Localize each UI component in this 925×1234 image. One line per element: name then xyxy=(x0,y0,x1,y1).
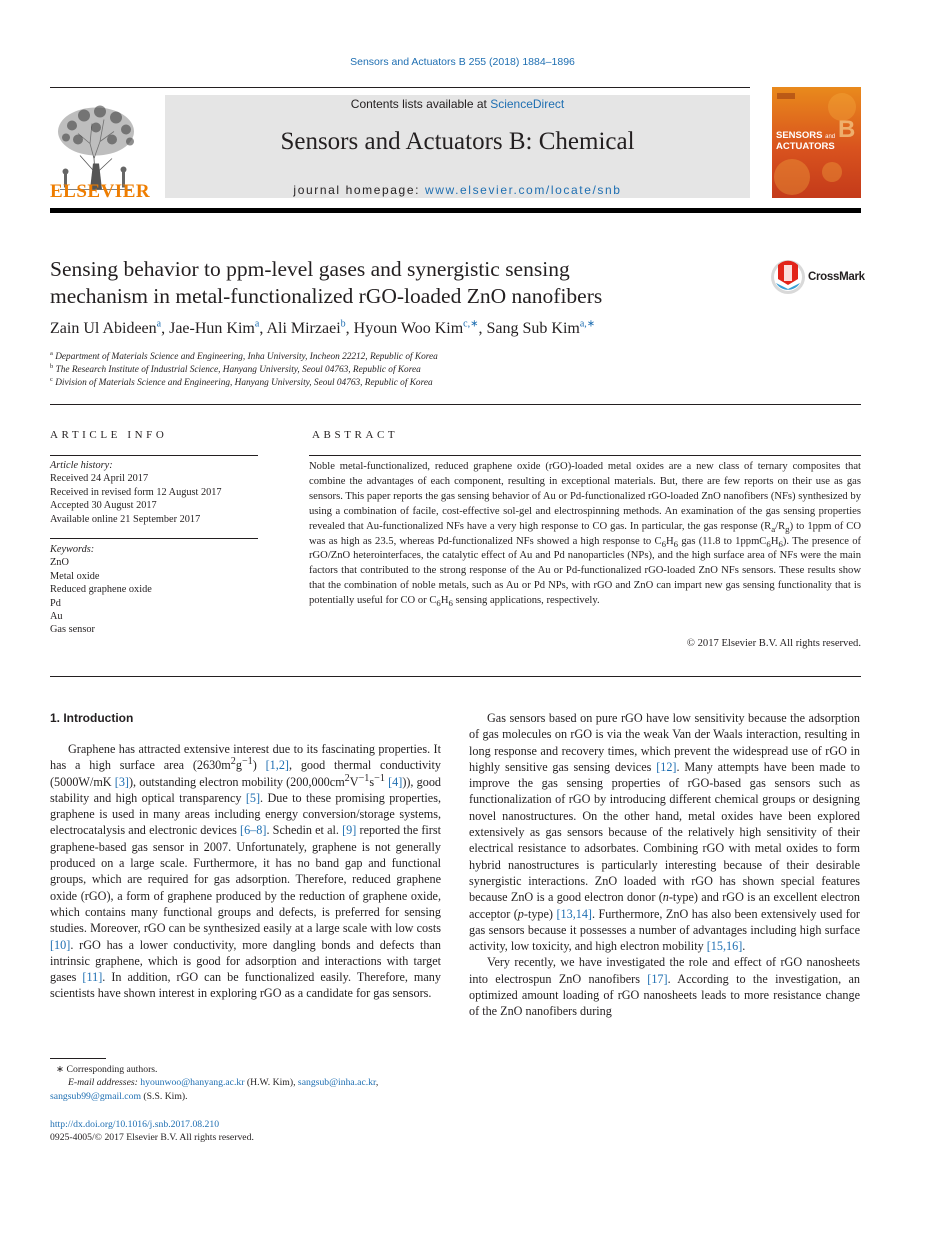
body-column-right xyxy=(469,710,860,1020)
title-line-1: Sensing behavior to ppm-level gases and synergistic sensing xyxy=(50,257,570,281)
abstract-heading: ABSTRACT xyxy=(312,429,399,441)
affiliation-marker: c xyxy=(50,375,53,383)
email-link[interactable]: sangsub99@gmail.com xyxy=(50,1090,141,1102)
keywords-rule xyxy=(50,538,258,539)
keyword: Gas sensor xyxy=(50,624,95,636)
paragraph: Gas sensors based on pure rGO have low sensitivity because the adsorption of gas molecules on rGO is via the weak Van der Waals interaction, resulting in long response and recovery times, which prevent the widespread use of rGO in highly sensitive gas sensing devices [12]. Many attempts have been made to improve the gas sensing properties of rGO-based gas sensors such as functionalization of rGO by introducing different chemical groups or designing novel nanostructures. On the other hand, metal oxides have been explored extensively as gas sensors because of the relatively high sensitivity of their electrical resistance to adsorbates. Combining rGO with metal oxides to form hybrid nanostructures is particularly interesting because of their desirable synergistic interactions. ZnO loaded with rGO has shown special features because ZnO is a good electron donor (n-type) and rGO is an excellent electron acceptor (p-type) [13,14]. Furthermore, ZnO has also been extensively used for gas sensors because it possesses a number of advantages including high surface activity, low toxicity, and high electron mobility [15,16]. xyxy=(469,711,860,954)
article-history xyxy=(50,459,260,526)
keywords xyxy=(50,543,260,637)
rule-after-affiliations xyxy=(50,404,861,405)
affiliation xyxy=(50,375,433,388)
history-entry: Received in revised form 12 August 2017 xyxy=(50,486,222,498)
author-name: Hyoun Woo Kim xyxy=(353,320,464,337)
keyword: ZnO xyxy=(50,557,69,569)
sciencedirect-link[interactable]: ScienceDirect xyxy=(490,97,565,111)
journal-reference[interactable]: Sensors and Actuators B 255 (2018) 1884–1896 xyxy=(350,56,575,68)
article-info-heading: ARTICLE INFO xyxy=(50,429,168,441)
article-info-rule xyxy=(50,455,258,456)
paragraph: Graphene has attracted extensive interest due to its fascinating properties. It has a high surface area $(2630m^2g^{-1})$ [1,2], good thermal conductivity (5000W/mK [3]), outstanding electron mobility ($200,000cm^2V^{-1}s^{-1}$ [4])), good stability and high optical transparency [5]. Due to these promising properties, graphene is used in many areas including energy conversion/storage systems, electrocatalysis and electronic devices [6–8]. Schedin et al. [9] reported the first graphene-based gas sensor in 2007. Unfortunately, graphene is not generally produced on a large scale. Furthermore, it has no band gap and functional groups, which are required for gas adsorption. Therefore, reduced graphene oxide (rGO), a form of graphene produced by the reduction of graphene oxide, which contains many functional groups and defects, is preferred for sensing studies. Moreover, rGO can be synthesized easily at a large scale with low costs [10]. rGO has a lower conductivity, more dangling bonds and defects than intrinsic graphene, which is good for adsorption and interactions with target gases [11]. In addition, rGO can be functionalized easily. Therefore, many scientists have shown interest in exploring rGO as a candidate for gas sensors. xyxy=(50,742,442,1001)
author-affiliation-marker[interactable]: a,∗ xyxy=(579,318,596,330)
keyword: Au xyxy=(50,611,63,623)
article-history-label: Article history: xyxy=(50,460,113,471)
citation-link[interactable]: [17] xyxy=(647,971,668,986)
issn-line: 0925-4005/© 2017 Elsevier B.V. All rights reserved. xyxy=(50,1132,254,1144)
author-affiliation-marker[interactable]: b xyxy=(340,318,346,330)
section-heading-introduction: 1. Introduction xyxy=(50,711,134,725)
crossmark-label[interactable]: CrossMark xyxy=(808,271,865,283)
history-entry: Accepted 30 August 2017 xyxy=(50,500,157,512)
citation-link[interactable]: [4] xyxy=(388,774,403,789)
citation-link[interactable]: [13,14] xyxy=(556,906,592,921)
author-affiliation-marker[interactable]: c,∗ xyxy=(463,318,479,330)
affiliation-text: The Research Institute of Industrial Science, Hanyang University, Seoul 04763, Republic of Korea xyxy=(55,365,421,375)
top-rule xyxy=(50,87,750,88)
cover-line-1: SENSORS xyxy=(776,130,823,141)
footnote-rule xyxy=(50,1058,106,1059)
article-title xyxy=(50,256,750,310)
author-affiliation-marker[interactable]: a xyxy=(254,318,260,330)
citation-link[interactable]: [6–8] xyxy=(240,823,267,838)
rule-before-body xyxy=(50,676,861,677)
citation-link[interactable]: [12] xyxy=(656,759,677,774)
crossmark-icon[interactable] xyxy=(770,259,806,295)
author-list: Zain Ul Abideen$^a$, Jae-Hun Kim$^a$, Ali Mirzaei$^b$, Hyoun Woo Kim$^{c,∗}$, Sang Sub Kim$^{a,∗}$ xyxy=(50,318,596,337)
journal-title: Sensors and Actuators B: Chemical xyxy=(280,128,635,155)
author-name: Ali Mirzaei xyxy=(266,320,341,337)
contents-prefix: Contents lists available at xyxy=(350,97,491,111)
citation-link[interactable]: [10] xyxy=(50,937,71,952)
citation-link[interactable]: [15,16] xyxy=(706,939,743,954)
email-link[interactable]: sangsub@inha.ac.kr xyxy=(297,1077,376,1089)
keywords-label: Keywords: xyxy=(50,544,95,555)
abstract-rule xyxy=(309,455,861,456)
page-footer xyxy=(50,1118,254,1145)
journal-homepage xyxy=(165,183,750,197)
abstract-copyright: © 2017 Elsevier B.V. All rights reserved. xyxy=(686,638,861,649)
citation-link[interactable]: [9] xyxy=(342,823,357,838)
keyword: Pd xyxy=(50,597,61,609)
citation-link[interactable]: [11] xyxy=(82,970,103,985)
email-link[interactable]: hyounwoo@hanyang.ac.kr xyxy=(140,1077,245,1089)
abstract-text: Noble metal-functionalized, reduced graphene oxide (rGO)-loaded metal oxides are a new class of ternary composites that combine the advantages of each component, resulting in exceptional materials. But, there are few reports on their use as gas sensors. This paper reports the gas sensing behavior of Au or Pd-functionalized rGO-loaded ZnO nanofibers (NFs) synthesized by using a combination of facile, cost-effective sol-gel and electrospinning methods. An examination of the gas sensing properties revealed that Au-functionalized NFs have a very high response to CO gas. In particular, the gas response $(R_a/R_g)$ to 1ppm of CO was as high as 23.5, whereas Pd-functionalized NFs showed a high response to $C_6H_6$ gas (11.8 to $1ppmC_6H_6$). The presence of rGO/ZnO heterointerfaces, the catalytic effect of Au and Pd nanoparticles (NPs), and the high surface area of NFs were the main factors that contributed to the strong response of the Au or Pd-functionalized rGO-loaded ZnO NFs sensors. These results show that the combination of noble metals, such as Au or Pd NPs, with rGO and ZnO can impart new gas sensing functionality that is potentially useful for CO or $C_6H_6$ sensing applications, respectively. xyxy=(309,461,862,609)
cover-letter: B xyxy=(838,116,856,143)
affiliation-text: Department of Materials Science and Engineering, Inha University, Incheon 22212, Republic of Korea xyxy=(55,352,438,362)
email-label: E-mail addresses: xyxy=(68,1077,141,1089)
citation-link[interactable]: [5] xyxy=(245,790,261,805)
title-line-2: mechanism in metal-functionalized rGO-loaded ZnO nanofibers xyxy=(50,284,603,308)
homepage-link[interactable]: www.elsevier.com/locate/snb xyxy=(424,183,622,197)
affiliation xyxy=(50,362,421,375)
author-name: Sang Sub Kim xyxy=(486,320,580,337)
citation-link[interactable]: [1,2] xyxy=(265,758,289,773)
body-column-left xyxy=(50,741,441,1002)
affiliation xyxy=(50,349,438,362)
cover-line-3: ACTUATORS xyxy=(776,141,835,152)
author-affiliation-marker[interactable]: a xyxy=(156,318,162,330)
history-entry: Available online 21 September 2017 xyxy=(50,513,201,525)
author-name: Jae-Hun Kim xyxy=(169,320,255,337)
citation-link[interactable]: [3] xyxy=(114,774,129,789)
contents-line xyxy=(165,97,750,111)
affiliation-marker: b xyxy=(50,362,54,370)
cover-line-2: and xyxy=(825,134,836,140)
header-thick-rule xyxy=(50,208,861,213)
author-name: Zain Ul Abideen xyxy=(50,320,157,337)
keyword: Metal oxide xyxy=(50,570,100,582)
corresponding-author-footnote: ∗ Corresponding authors. E-mail addresses: hyounwoo@hanyang.ac.kr (H.W. Kim), sangsub@inha.ac.kr, sangsub99@gmail.com (S.S. Kim). xyxy=(50,1063,450,1103)
homepage-prefix: journal homepage: xyxy=(293,183,425,197)
keyword: Reduced graphene oxide xyxy=(50,584,152,596)
doi-link[interactable]: http://dx.doi.org/10.1016/j.snb.2017.08.210 xyxy=(50,1119,220,1130)
affiliation-marker: a xyxy=(50,349,53,357)
affiliation-text: Division of Materials Science and Engineering, Hanyang University, Seoul 04763, Republic of Korea xyxy=(55,378,433,388)
paragraph: Very recently, we have investigated the role and effect of rGO nanosheets into electrospun ZnO nanofibers [17]. According to the investigation, an optimized amount loading of rGO nanosheets leads to more resistance change of the ZnO nanofibers during xyxy=(469,955,860,1019)
publisher-logo-text: ELSEVIER xyxy=(50,181,151,202)
corresponding-label: ∗ Corresponding authors. xyxy=(56,1064,158,1075)
history-entry: Received 24 April 2017 xyxy=(50,473,149,485)
cover-title xyxy=(776,116,856,152)
